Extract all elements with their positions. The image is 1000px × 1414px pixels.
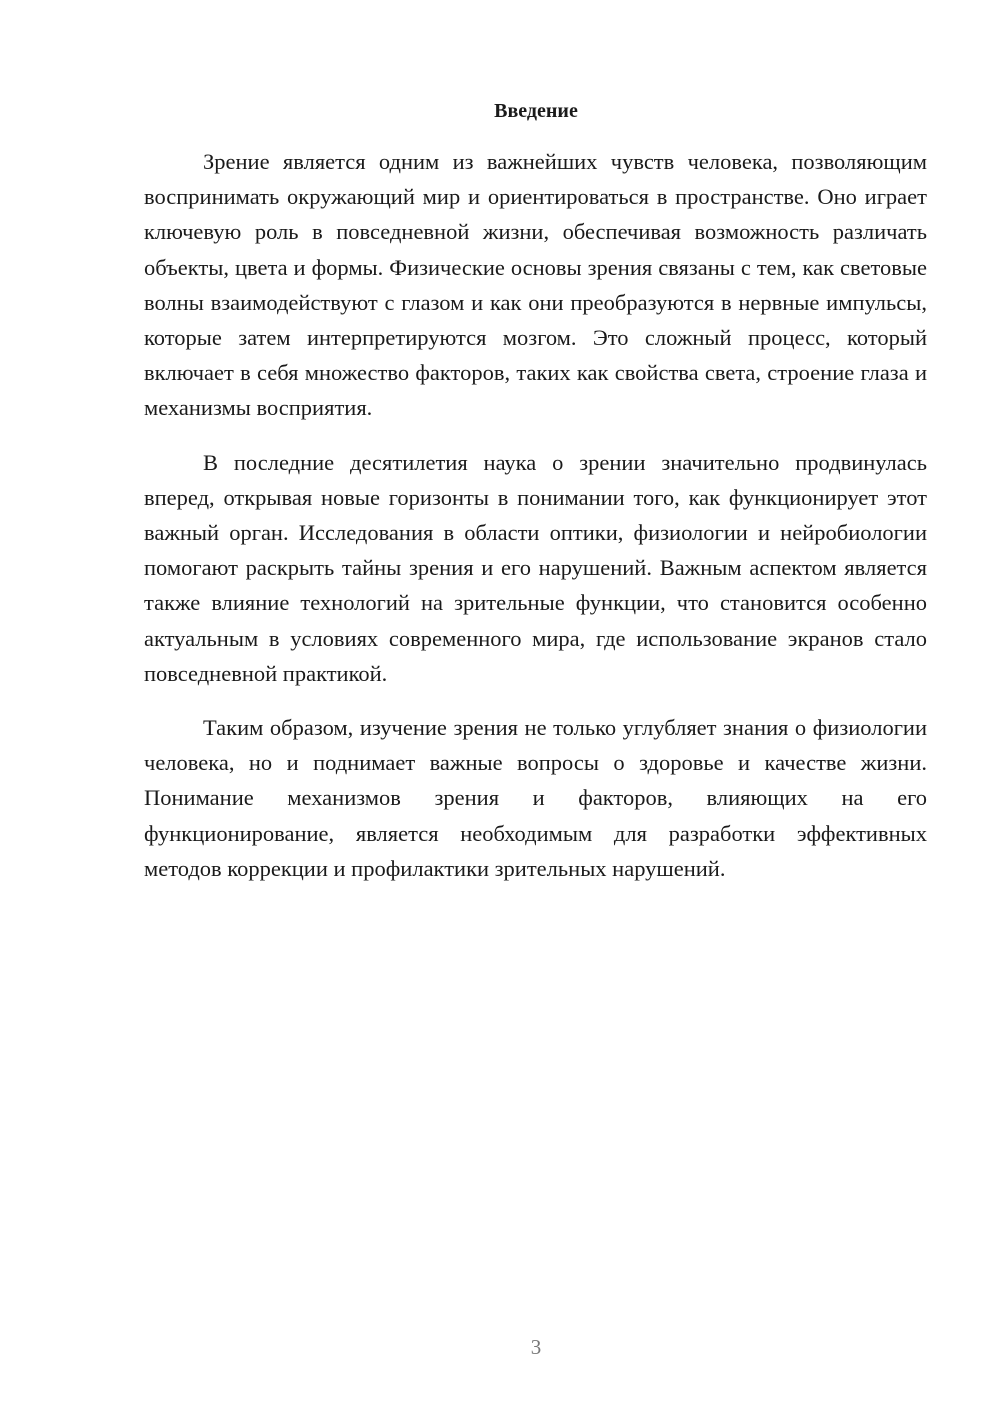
paragraph-1: Зрение является одним из важнейших чувств человека, позволяющим воспринимать окружающий мир и ориентироваться в пространстве. Оно играет ключевую роль в повседневной жизни, обеспечивая возможность различать объекты, цвета и формы. Физические основы зрения связаны с тем, как световые волны взаимодействуют с глазом и как они преобразуются в нервные импульсы, которые затем интерпретируются мозгом. Это сложный процесс, который включает в себя множество факторов, таких как свойства света, строение глаза и механизмы восприятия.	[144, 149, 927, 421]
paragraph-3: Таким образом, изучение зрения не только углубляет знания о физиологии человека, но и поднимает важные вопросы о здоровье и качестве жизни. Понимание механизмов зрения и факторов, влияющих на его функционирование, является необходимым для разработки эффективных методов коррекции и профилактики зрительных нарушений.	[144, 715, 927, 881]
page-number: 3	[530, 1335, 542, 1359]
page-title: Введение	[494, 100, 578, 122]
body-text	[144, 144, 927, 905]
paragraph-2: В последние десятилетия наука о зрении значительно продвинулась вперед, открывая новые горизонты в понимании того, как функционирует этот важный орган. Исследования в области оптики, физиологии и нейробиологии помогают раскрыть тайны зрения и его нарушений. Важным аспектом является также влияние технологий на зрительные функции, что становится особенно актуальным в условиях современного мира, где использование экранов стало повседневной практикой.	[144, 449, 927, 686]
